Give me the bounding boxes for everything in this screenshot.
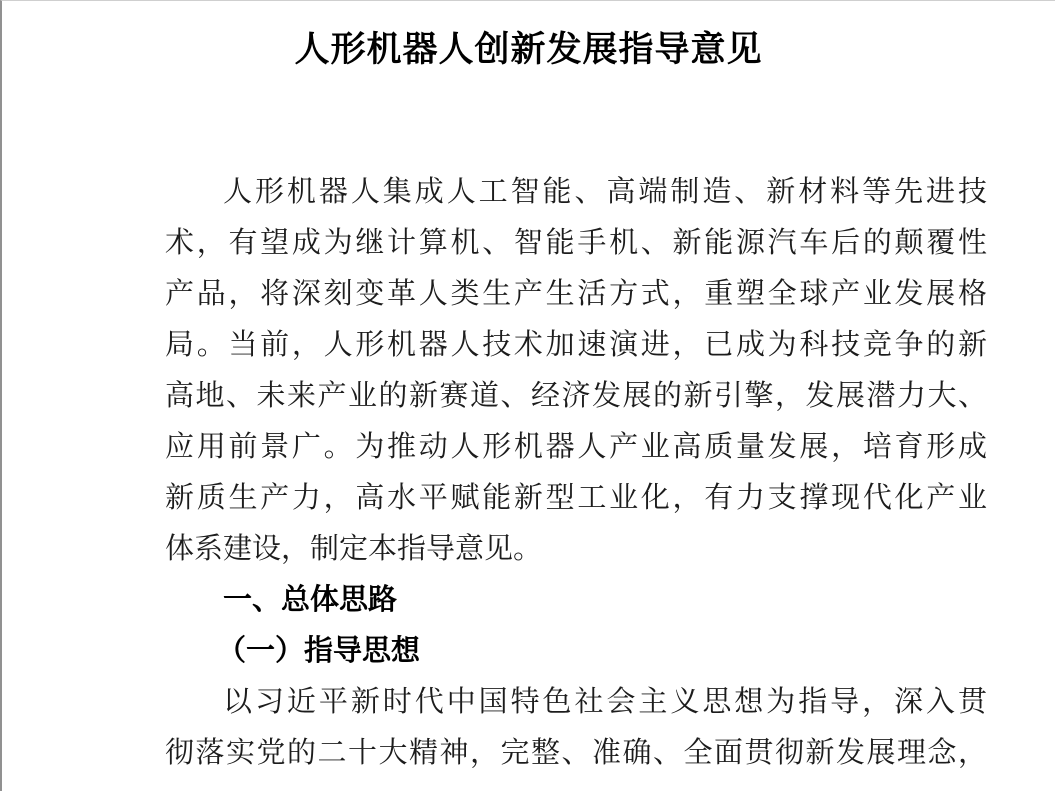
paragraph1-line-3: 产品，将深刻变革人类生产生活方式，重塑全球产业发展格 (165, 277, 987, 310)
paragraph2-line-2: 彻落实党的二十大精神，完整、准确、全面贯彻新发展理念， (165, 736, 987, 769)
paragraph2-line-1: 以习近平新时代中国特色社会主义思想为指导，深入贯 (223, 685, 987, 718)
paragraph1-line-2: 术，有望成为继计算机、智能手机、新能源汽车后的颠覆性 (165, 226, 987, 259)
document-title: 人形机器人创新发展指导意见 (294, 30, 763, 69)
paragraph1-line-6: 应用前景广。为推动人形机器人产业高质量发展，培育形成 (165, 430, 987, 463)
subsection-heading-guiding-ideology: （一）指导思想 (217, 634, 421, 667)
document-body (165, 167, 987, 779)
section-heading-overall-approach: 一、总体思路 (223, 583, 398, 616)
paragraph1-line-4: 局。当前，人形机器人技术加速演进，已成为科技竞争的新 (165, 328, 987, 361)
paragraph1-line-7: 新质生产力，高水平赋能新型工业化，有力支撑现代化产业 (165, 481, 987, 514)
paragraph1-line-1: 人形机器人集成人工智能、高端制造、新材料等先进技 (223, 175, 987, 208)
paragraph1-line-8: 体系建设，制定本指导意见。 (165, 532, 543, 565)
paragraph1-line-5: 高地、未来产业的新赛道、经济发展的新引擎，发展潜力大、 (165, 379, 987, 412)
